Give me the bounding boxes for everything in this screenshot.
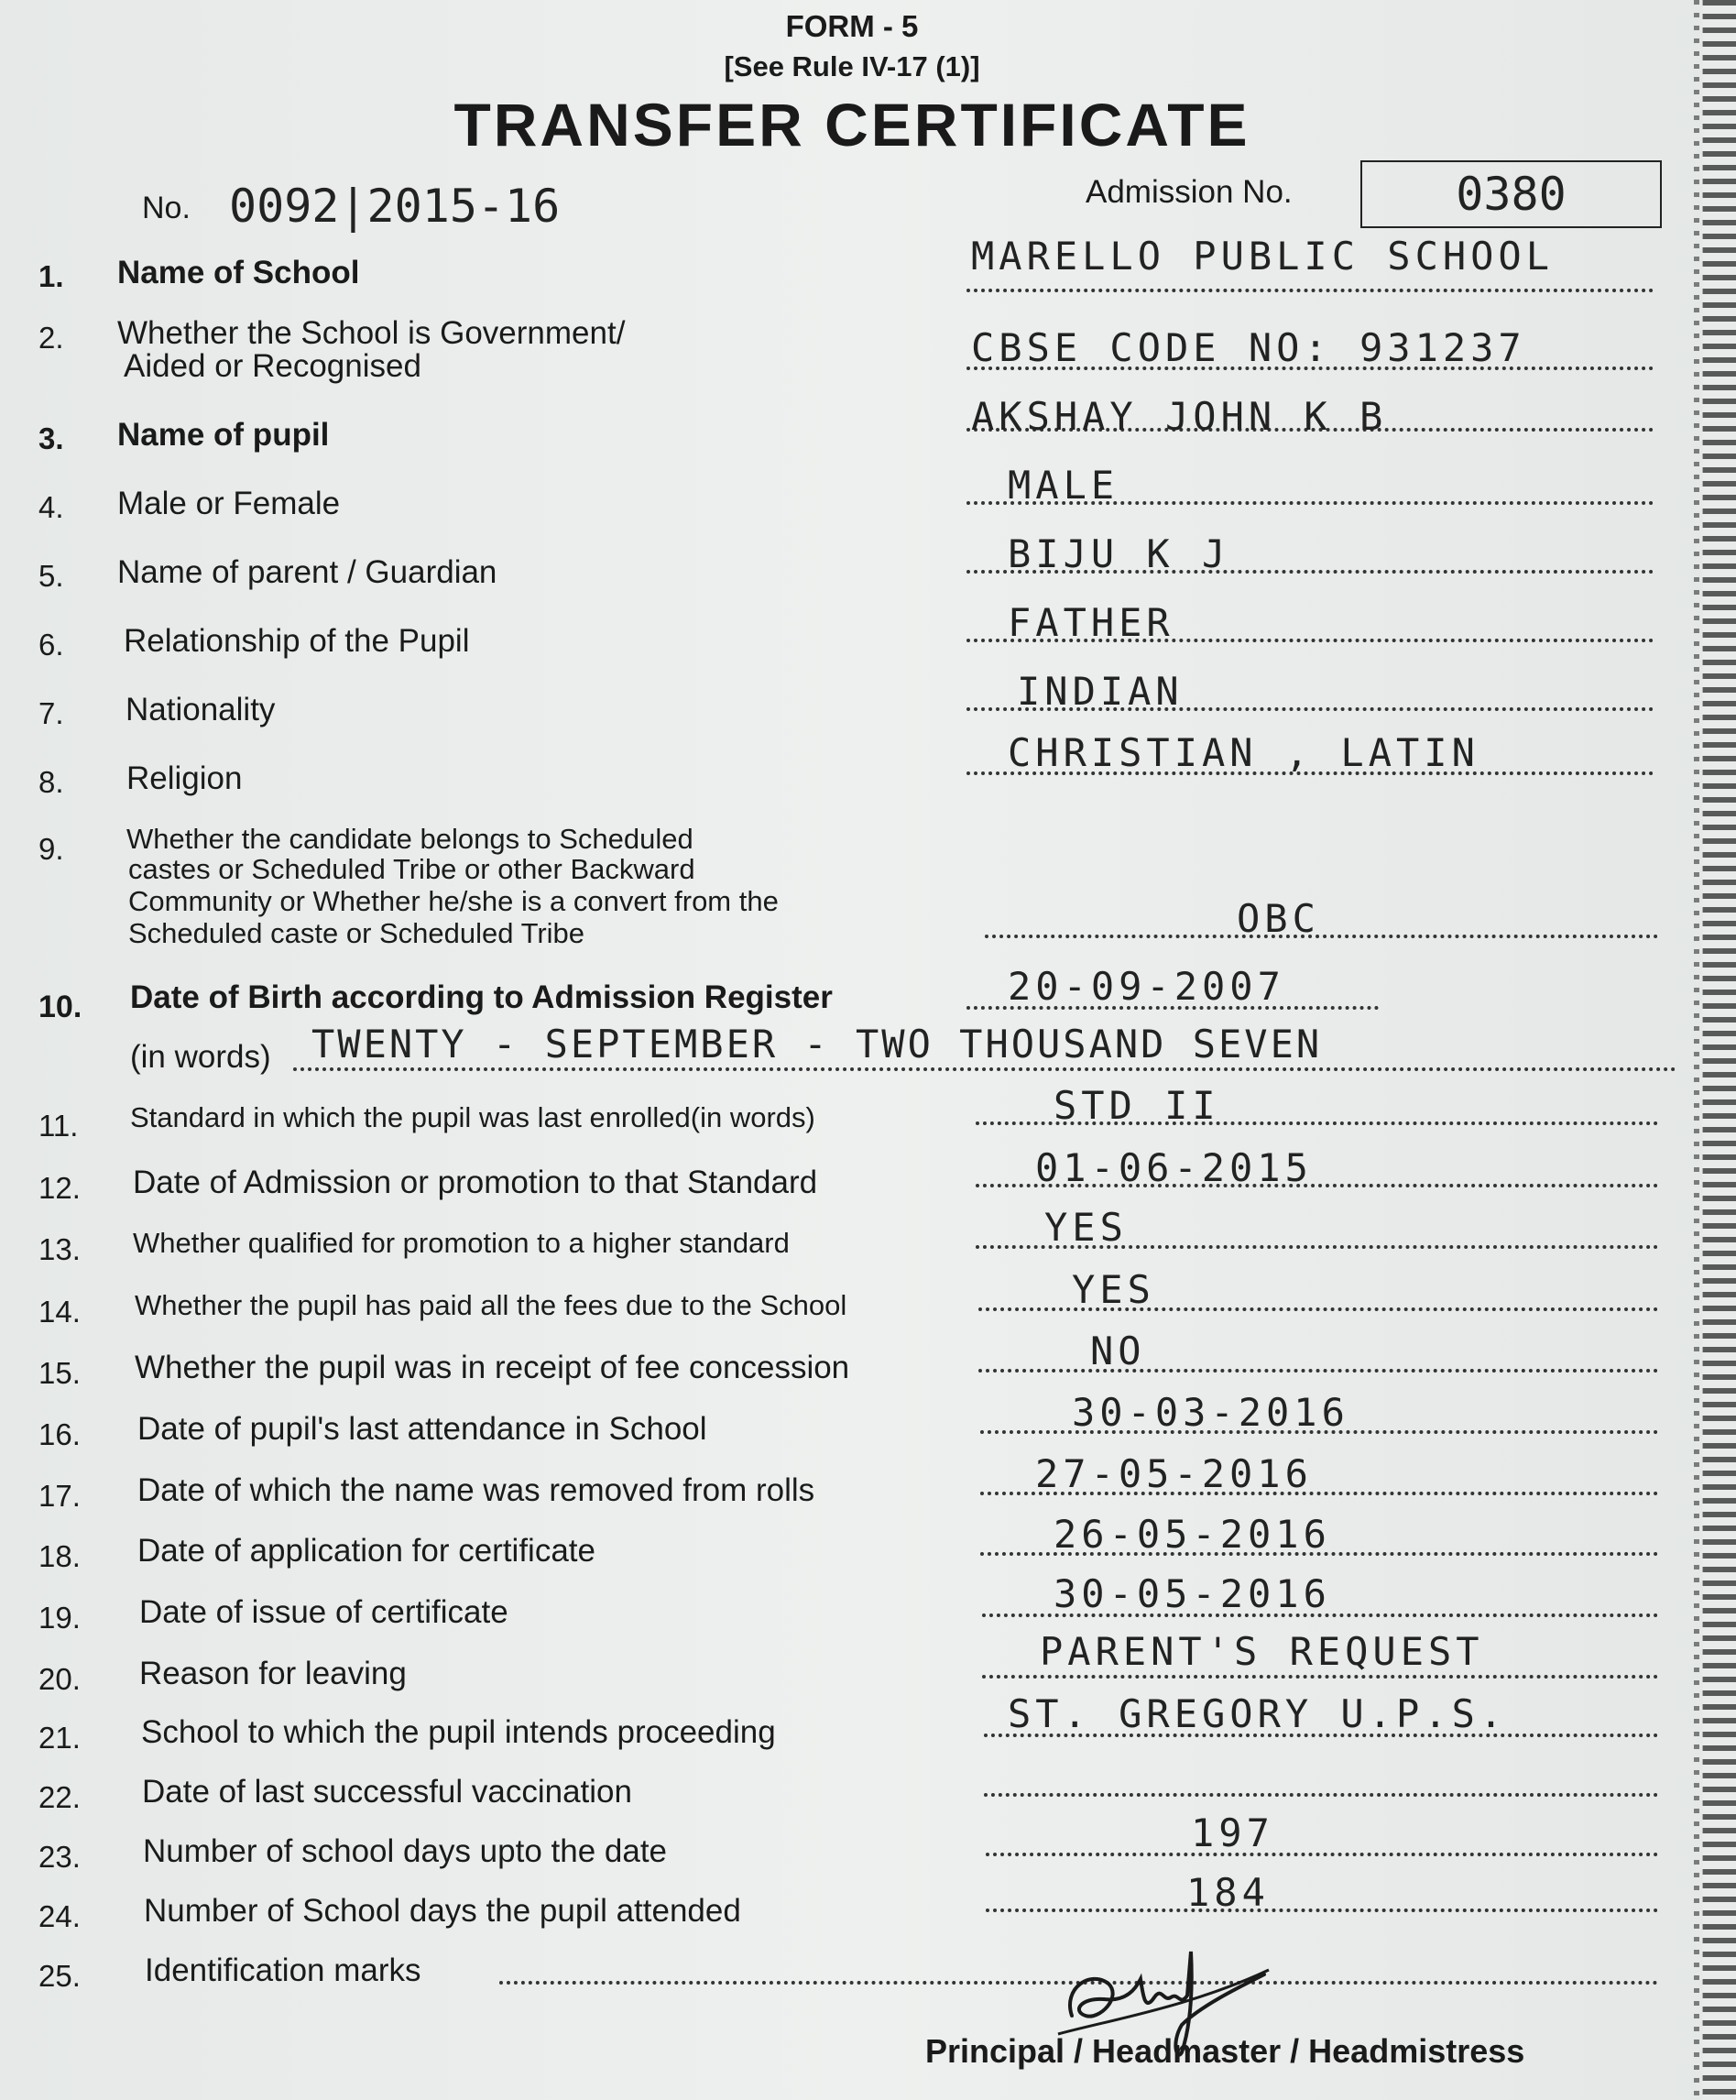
field-label: Religion — [126, 760, 243, 796]
field-label: Nationality — [126, 692, 276, 727]
field-number: 19. — [38, 1601, 81, 1635]
field-value: 01-06-2015 — [1035, 1145, 1313, 1190]
field-number: 25. — [38, 1959, 81, 1993]
field-dotted-line — [984, 1793, 1658, 1797]
field-number: 3. — [38, 421, 64, 455]
field-number: 5. — [38, 559, 64, 593]
certificate-number-value: 0092|2015-16 — [229, 180, 561, 233]
field-number: 4. — [38, 490, 64, 524]
field-label: Whether the candidate belongs to Scheduled — [126, 823, 693, 855]
rule-reference: [See Rule IV-17 (1)] — [724, 50, 980, 82]
form-number: FORM - 5 — [785, 9, 919, 43]
field-value: 27-05-2016 — [1035, 1451, 1313, 1496]
field-dotted-line — [966, 289, 1654, 292]
field-number: 15. — [38, 1356, 81, 1390]
field-dotted-line — [982, 1675, 1658, 1679]
field-label: Male or Female — [117, 486, 341, 521]
field-value: OBC — [1237, 896, 1320, 941]
field-value: STD II — [1054, 1083, 1220, 1128]
field-number: 1. — [38, 259, 64, 293]
field-label: Whether the pupil was in receipt of fee concession — [135, 1350, 850, 1385]
field-number: 6. — [38, 628, 64, 662]
field-value: CHRISTIAN , LATIN — [1008, 730, 1479, 775]
field-label: Name of School — [117, 255, 360, 290]
field-number: 18. — [38, 1539, 81, 1573]
field-label-line-4: Scheduled caste or Scheduled Tribe — [128, 917, 585, 949]
field-number: 12. — [38, 1171, 81, 1205]
field-value: AKSHAY JOHN K B — [971, 394, 1388, 439]
signatory-label: Principal / Headmaster / Headmistress — [925, 2032, 1525, 2070]
field-label-line-2: castes or Scheduled Tribe or other Backward — [128, 853, 695, 885]
field-value: 197 — [1191, 1810, 1274, 1855]
field-value: 20-09-2007 — [1008, 964, 1285, 1009]
field-value: 30-03-2016 — [1072, 1390, 1349, 1435]
field-number: 17. — [38, 1479, 81, 1513]
field-number: 9. — [38, 832, 64, 866]
field-value: NO — [1090, 1329, 1146, 1373]
field-number: 2. — [38, 321, 64, 355]
field-value: YES — [1044, 1205, 1128, 1250]
field-value: 184 — [1186, 1870, 1270, 1915]
field-value: ST. GREGORY U.P.S. — [1008, 1691, 1508, 1736]
field-value: YES — [1072, 1267, 1155, 1312]
admission-number-label: Admission No. — [1086, 174, 1293, 210]
field-label: Number of school days upto the date — [143, 1833, 668, 1869]
field-value: 26-05-2016 — [1054, 1512, 1331, 1557]
field-label: Date of last successful vaccination — [142, 1774, 632, 1810]
field-number: 20. — [38, 1662, 81, 1696]
field-number: 7. — [38, 696, 64, 730]
field-label: Date of issue of certificate — [139, 1594, 508, 1630]
admission-number-value: 0380 — [1360, 160, 1662, 228]
field-label: Reason for leaving — [139, 1656, 407, 1691]
field-label: Date of pupil's last attendance in School — [137, 1411, 707, 1447]
field-number: 11. — [38, 1109, 79, 1143]
field-value: INDIAN — [1017, 669, 1184, 714]
field-value: 30-05-2016 — [1054, 1571, 1331, 1616]
document-title: TRANSFER CERTIFICATE — [453, 91, 1250, 159]
field-number: 22. — [38, 1780, 81, 1814]
field-label: Name of parent / Guardian — [117, 554, 497, 590]
field-number: 10. — [38, 990, 82, 1024]
field-value: FATHER — [1008, 600, 1174, 645]
field-number: 24. — [38, 1899, 81, 1933]
field-number: 14. — [38, 1295, 81, 1329]
field-number: 23. — [38, 1840, 81, 1874]
field-label: Date of which the name was removed from rolls — [137, 1472, 815, 1508]
certificate-number-label: No. — [142, 191, 191, 225]
field-label: Name of pupil — [117, 417, 330, 453]
field-label: Date of Admission or promotion to that Standard — [133, 1165, 818, 1200]
field-label-line-2: Aided or Recognised — [124, 348, 421, 384]
field-value: PARENT'S REQUEST — [1040, 1629, 1484, 1674]
field-label-line-3: Community or Whether he/she is a convert from the — [128, 885, 779, 917]
field-number: 21. — [38, 1721, 81, 1755]
field-label: Whether the School is Government/ — [117, 315, 626, 351]
field-dotted-line — [293, 1067, 1676, 1071]
binding-holes — [1694, 0, 1699, 2100]
field-words-value: TWENTY - SEPTEMBER - TWO THOUSAND SEVEN — [311, 1022, 1323, 1066]
field-number: 8. — [38, 765, 64, 799]
field-label: Date of Birth according to Admission Register — [130, 979, 833, 1015]
field-value: CBSE CODE NO: 931237 — [971, 325, 1526, 370]
field-label: Standard in which the pupil was last enrolled(in words) — [130, 1101, 815, 1133]
field-label: Date of application for certificate — [137, 1533, 595, 1569]
field-label: Number of School days the pupil attended — [144, 1893, 741, 1929]
field-label: Relationship of the Pupil — [124, 623, 470, 659]
field-value: MALE — [1008, 463, 1119, 508]
field-label: Whether the pupil has paid all the fees due to the School — [135, 1289, 847, 1321]
field-number: 13. — [38, 1232, 81, 1266]
field-label: Whether qualified for promotion to a higher standard — [133, 1227, 790, 1259]
field-number: 16. — [38, 1417, 81, 1451]
field-label: School to which the pupil intends proceeding — [141, 1714, 776, 1750]
field-value: MARELLO PUBLIC SCHOOL — [971, 234, 1555, 279]
field-value: BIJU K J — [1008, 531, 1230, 576]
field-label: Identification marks — [145, 1952, 421, 1988]
field-words-label: (in words) — [130, 1039, 271, 1075]
